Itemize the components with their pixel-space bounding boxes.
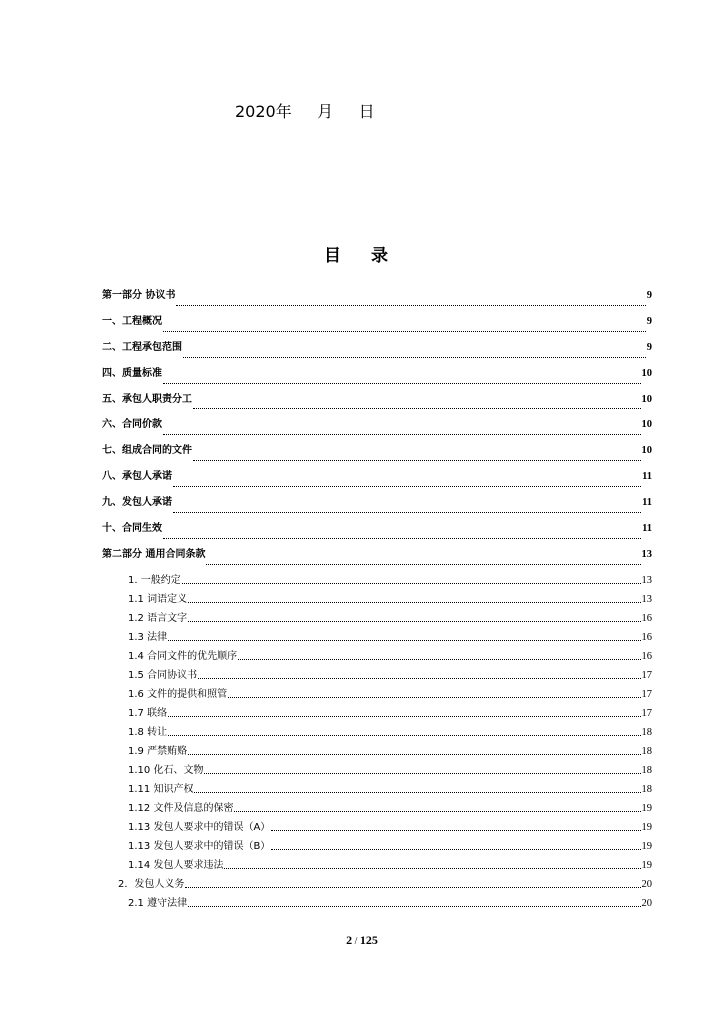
toc-entry[interactable]: [102, 519, 652, 545]
toc-entry-page: 13: [641, 593, 652, 605]
toc-entry-page: 18: [641, 726, 652, 738]
toc-entry[interactable]: [102, 818, 652, 837]
toc-entry[interactable]: [102, 590, 652, 609]
toc-dot-leader: [173, 485, 641, 487]
toc-entry-label: 第二部分 通用合同条款: [102, 548, 206, 560]
toc-entry-page: 10: [641, 419, 652, 431]
toc-entry-label: 九、发包人承诺: [102, 497, 172, 509]
toc-entry-label: 1.14 发包人要求违法: [128, 859, 224, 871]
toc-entry-label: 第一部分 协议书: [102, 290, 176, 301]
toc-entry-page: 19: [641, 859, 652, 871]
toc-entry[interactable]: [102, 493, 652, 519]
toc-entry[interactable]: [102, 723, 652, 742]
toc-dot-leader: [176, 304, 645, 306]
toc-entry-label: 1.3 法律: [128, 631, 168, 643]
toc-entry[interactable]: [102, 338, 652, 364]
toc-dot-leader: [168, 639, 640, 641]
toc-entry-label: 2．发包人义务: [118, 878, 185, 890]
toc-entry-label: 1.5 合同协议书: [128, 669, 198, 681]
toc-entry[interactable]: [102, 666, 652, 685]
toc-dot-leader: [228, 696, 640, 698]
toc-entry[interactable]: [102, 286, 652, 312]
toc-dot-leader: [238, 658, 640, 660]
toc-entry-page: 17: [641, 688, 652, 700]
toc-entry-label: 1.8 转让: [128, 726, 168, 738]
toc-entry[interactable]: [102, 415, 652, 441]
toc-dot-leader: [173, 511, 641, 513]
toc-dot-leader: [234, 810, 640, 812]
toc-entry-page: 10: [641, 393, 652, 405]
toc-entry-label: 十、合同生效: [102, 523, 162, 535]
toc-entry[interactable]: [102, 467, 652, 493]
toc-entry[interactable]: [102, 780, 652, 799]
toc-dot-leader: [163, 433, 641, 435]
toc-entry-label: 1.9 严禁贿赂: [128, 745, 188, 757]
toc-entry-page: 16: [641, 650, 652, 662]
toc-entry-page: 11: [642, 497, 652, 509]
toc-entry-label: 一、工程概况: [102, 315, 162, 327]
toc-entry-label: 1.12 文件及信息的保密: [128, 802, 234, 814]
toc-dot-leader: [194, 791, 640, 793]
current-page-number: 2: [346, 933, 353, 947]
toc-entry-label: 1.10 化石、文物: [128, 764, 204, 776]
toc-entry-label: 五、承包人职责分工: [102, 393, 192, 405]
toc-entry[interactable]: [102, 364, 652, 390]
toc-entry-page: 19: [641, 802, 652, 814]
toc-entry-page: 11: [642, 471, 652, 483]
toc-entry[interactable]: [102, 571, 652, 590]
toc-entry-label: 二、工程承包范围: [102, 341, 182, 353]
toc-entry-page: 18: [641, 783, 652, 795]
toc-entry-page: 19: [641, 840, 652, 852]
toc-entry-page: 18: [641, 745, 652, 757]
toc-entry[interactable]: [102, 609, 652, 628]
toc-entry-label: 四、质量标准: [102, 367, 162, 379]
toc-dot-leader: [188, 905, 640, 907]
toc-entry-page: 13: [641, 548, 652, 560]
toc-entry-label: 1.7 联络: [128, 707, 168, 719]
toc-dot-leader: [185, 886, 640, 888]
toc-entry-label: 八、承包人承诺: [102, 471, 172, 483]
toc-dot-leader: [206, 563, 640, 565]
toc-dot-leader: [163, 382, 641, 384]
toc-entry[interactable]: [102, 856, 652, 875]
toc-entry-page: 11: [642, 523, 652, 535]
table-of-contents: [102, 286, 652, 913]
toc-entry-label: 六、合同价款: [102, 419, 162, 431]
toc-entry[interactable]: [102, 647, 652, 666]
toc-entry-label: 1.11 知识产权: [128, 783, 194, 795]
toc-entry-page: 20: [641, 897, 652, 909]
toc-entry-page: 17: [641, 669, 652, 681]
total-page-count: 125: [359, 933, 378, 947]
toc-entry-page: 16: [641, 612, 652, 624]
toc-entry[interactable]: [102, 704, 652, 723]
toc-dot-leader: [188, 601, 640, 603]
toc-dot-leader: [271, 829, 640, 831]
toc-entry-page: 13: [641, 574, 652, 586]
toc-entry-label: 1.13 发包人要求中的错误（A）: [128, 821, 271, 833]
toc-entry-label: 2.1 遵守法律: [128, 897, 188, 909]
toc-entry-page: 9: [646, 315, 652, 327]
toc-dot-leader: [198, 677, 640, 679]
toc-entry[interactable]: [102, 390, 652, 416]
page-separator: /: [352, 936, 360, 947]
toc-entry-page: 9: [646, 341, 652, 353]
toc-entry[interactable]: [102, 685, 652, 704]
toc-dot-leader: [188, 753, 640, 755]
toc-dot-leader: [183, 356, 646, 358]
toc-entry-label: 1.1 词语定义: [128, 593, 188, 605]
date-line: 2020年 月 日: [235, 102, 375, 121]
toc-dot-leader: [182, 582, 641, 584]
toc-dot-leader: [163, 537, 641, 539]
toc-entry[interactable]: [102, 628, 652, 647]
toc-entry[interactable]: [102, 312, 652, 338]
toc-dot-leader: [271, 848, 640, 850]
toc-title: 目 录: [324, 246, 400, 266]
toc-entry-page: 16: [641, 631, 652, 643]
toc-dot-leader: [163, 330, 646, 332]
toc-dot-leader: [188, 620, 640, 622]
toc-entry-label: 1.13 发包人要求中的错误（B）: [128, 840, 271, 852]
toc-dot-leader: [204, 772, 640, 774]
toc-entry[interactable]: [102, 894, 652, 913]
toc-dot-leader: [224, 867, 640, 869]
toc-entry-label: 1.6 文件的提供和照管: [128, 688, 228, 700]
toc-dot-leader: [193, 459, 641, 461]
toc-entry-page: 19: [641, 821, 652, 833]
toc-entry-page: 18: [641, 764, 652, 776]
toc-entry[interactable]: [102, 441, 652, 467]
toc-entry-page: 10: [641, 445, 652, 457]
toc-entry-label: 七、组成合同的文件: [102, 445, 192, 457]
toc-entry[interactable]: [102, 837, 652, 856]
toc-entry-page: 10: [641, 367, 652, 379]
toc-entry[interactable]: [102, 761, 652, 780]
toc-entry-label: 1. 一般约定: [128, 574, 181, 586]
page-footer: [0, 933, 724, 948]
toc-entry[interactable]: [102, 545, 652, 571]
toc-entry[interactable]: [102, 799, 652, 818]
toc-entry-page: 20: [641, 878, 652, 890]
toc-dot-leader: [168, 734, 640, 736]
toc-entry-label: 1.2 语言文字: [128, 612, 188, 624]
toc-entry-page: 9: [646, 290, 652, 301]
toc-entry-label: 1.4 合同文件的优先顺序: [128, 650, 238, 662]
toc-entry-page: 17: [641, 707, 652, 719]
toc-dot-leader: [193, 407, 641, 409]
toc-entry[interactable]: [102, 875, 652, 894]
toc-dot-leader: [168, 715, 640, 717]
toc-entry[interactable]: [102, 742, 652, 761]
